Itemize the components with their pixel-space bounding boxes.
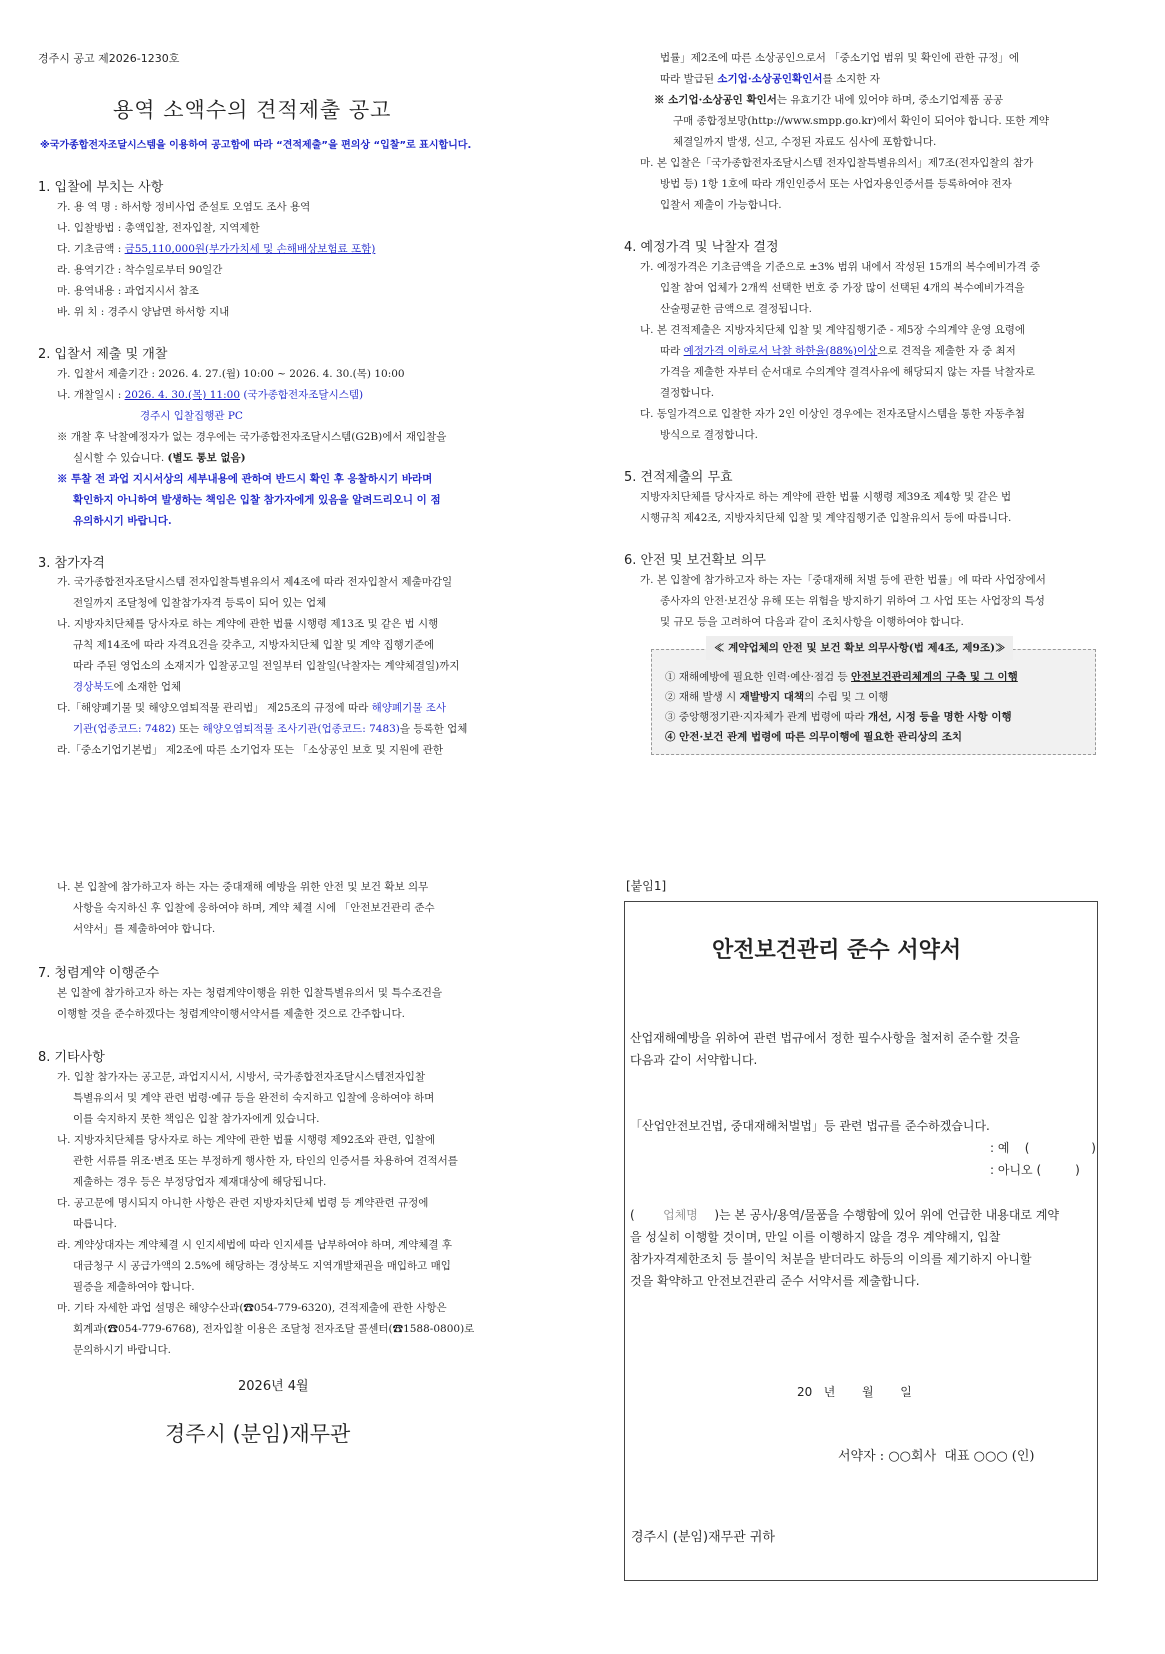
s3-ra-line1: 라.「중소기업기본법」 제2조에 따른 소기업자 또는 「소상공인 보호 및 지원에 관한 xyxy=(57,744,443,756)
s4-na-line1: 나. 본 견적제출은 지방자치단체 입찰 및 계약집행기준 - 제5장 수의계약 운영 요령에 xyxy=(640,324,1025,336)
item1-bold: 안전보건관리체계의 구축 및 그 이행 xyxy=(851,671,1018,683)
opening-system: (국가종합전자조달시스템) xyxy=(240,389,364,401)
obligation-item-1 xyxy=(665,667,1018,688)
s3-ga-line2: 전일까지 조달청에 입찰참가자격 등록이 되어 있는 업체 xyxy=(73,597,327,609)
pledge-body-line4: 것을 확약하고 안전보건관리 준수 서약서를 제출합니다. xyxy=(630,1274,920,1288)
s8-na-line3: 제출하는 경우 등은 부정당업자 제재대상에 해당됩니다. xyxy=(73,1176,327,1188)
notice-date: 2026년 4월 xyxy=(238,1379,309,1394)
issuer-name: 경주시 (분임)재무관 xyxy=(165,1422,351,1446)
pledge-intro-line1: 산업재해예방을 위하여 관련 법규에서 정한 필수사항을 철저히 준수할 것을 xyxy=(630,1031,1020,1045)
pledge-body-line1-text: )는 본 공사/용역/물품을 수행함에 있어 위에 언급한 내용대로 계약 xyxy=(714,1208,1060,1222)
s3-na-line4 xyxy=(73,677,181,698)
s4-da-line2: 방식으로 결정합니다. xyxy=(660,429,758,441)
pledge-body-line1 xyxy=(630,1204,1059,1226)
s8-da-line1: 다. 공고문에 명시되지 아니한 사항은 관련 지방자치단체 법령 등 계약관련 규정에 xyxy=(57,1197,429,1209)
s1-item-ma: 마. 용역내용 : 과업지시서 참조 xyxy=(57,285,199,297)
s4-na2-text: 따라 xyxy=(660,345,684,357)
s2-na-prefix: 나. 개찰일시 : xyxy=(57,389,125,401)
s8-na-line1: 나. 지방자치단체를 당사자로 하는 계약에 관한 법률 시행령 제92조와 관련, 입찰에 xyxy=(57,1134,435,1146)
company-open-paren: ( xyxy=(630,1208,635,1222)
s3-ma-line3: 입찰서 제출이 가능합니다. xyxy=(660,199,782,211)
s1-da-prefix: 다. 기초금액 : xyxy=(57,243,125,255)
s8-ga-line2: 특별유의서 및 계약 관련 법령·예규 등을 완전히 숙지하고 입찰에 응하여야 하며 xyxy=(73,1092,435,1104)
s3-note-bold: ※ 소기업·소상공인 확인서 xyxy=(654,94,777,106)
s8-ma-line3: 문의하시기 바랍니다. xyxy=(73,1344,171,1356)
s6-ga-line1: 가. 본 입찰에 참가하고자 하는 자는「중대재해 처벌 등에 관한 법률」에 따라 사업장에서 xyxy=(640,574,1046,586)
section-7-heading: 7. 청렴계약 이행준수 xyxy=(38,966,160,981)
s3-ra3-text: 따라 발급된 xyxy=(660,73,718,85)
s3-da-text: 다.「해양폐기물 및 해양오염퇴적물 관리법」 제25조의 규정에 따라 xyxy=(57,702,372,714)
item2-text: ② 재해 발생 시 xyxy=(665,691,740,703)
item1-text: ① 재해예방에 필요한 인력·예산·점검 등 xyxy=(665,671,852,683)
s3-da-blue: 해양폐기물 조사 xyxy=(371,702,446,714)
s3-na-line1: 나. 지방자치단체를 당사자로 하는 계약에 관한 법률 시행령 제13조 및 같은 법 시행 xyxy=(57,618,439,630)
s2-note1-text: 실시할 수 있습니다. xyxy=(73,452,168,464)
s3-ga-line1: 가. 국가종합전자조달시스템 전자입찰특별유의서 제4조에 따라 전자입찰서 제출마감일 xyxy=(57,576,453,588)
section-5-heading: 5. 견적제출의 무효 xyxy=(624,470,733,485)
item3-text: ③ 중앙행정기관·지자체가 관계 법령에 따라 xyxy=(665,711,868,723)
obligation-item-4: ④ 안전·보건 관계 법령에 따른 의무이행에 필요한 관리상의 조치 xyxy=(665,731,962,743)
s3-ma-line1: 마. 본 입찰은「국가종합전자조달시스템 전자입찰특별유의서」제7조(전자입찰의 참가 xyxy=(640,157,1034,169)
s8-na-line2: 관한 서류를 위조·변조 또는 부정하게 행사한 자, 타인의 인증서를 차용하여 견적서를 xyxy=(73,1155,458,1167)
pledge-question: 「산업안전보건법, 중대재해처벌법」등 관련 법규를 준수하겠습니다. xyxy=(630,1119,990,1133)
s1-item-ra: 라. 용역기간 : 착수일로부터 90일간 xyxy=(57,264,223,276)
item3-bold: 개선, 시정 등을 명한 사항 이행 xyxy=(867,711,1012,723)
s2-item-ga: 가. 입찰서 제출기간 : 2026. 4. 27.(월) 10:00 ~ 2026. 4. 30.(목) 10:00 xyxy=(57,368,405,380)
s2-note2-line3: 유의하시기 바랍니다. xyxy=(73,515,172,527)
s4-da-line1: 다. 동일가격으로 입찰한 자가 2인 이상인 경우에는 전자조달시스템을 통한 자동추첨 xyxy=(640,408,1025,420)
s3-da-line1 xyxy=(57,698,446,719)
yes-checkbox[interactable]: ( xyxy=(1013,1141,1030,1155)
s8-ma-line2: 회계과(☎054-779-6768), 전자입찰 이용은 조달청 전자조달 콜센터(☎1588-0800)로 xyxy=(73,1323,475,1335)
section-6-heading: 6. 안전 및 보건확보 의무 xyxy=(624,553,766,568)
s8-ga-line1: 가. 입찰 참가자는 공고문, 과업지시서, 시방서, 국가종합전자조달시스템전자입찰 xyxy=(57,1071,426,1083)
page-title: 용역 소액수의 견적제출 공고 xyxy=(113,98,392,122)
s4-na-line2 xyxy=(660,341,1016,362)
s8-ga-line3: 이를 숙지하지 못한 책임은 입찰 참가자에게 있습니다. xyxy=(73,1113,320,1125)
s3-na-line2: 규칙 제14조에 따라 자격요건을 갖추고, 지방자치단체 입찰 및 계약 집행기준에 xyxy=(73,639,435,651)
pledge-date: 20 년 월 일 xyxy=(797,1385,912,1399)
obligation-item-2 xyxy=(665,687,888,708)
s3-da-or: 또는 xyxy=(175,723,203,735)
section-4-heading: 4. 예정가격 및 낙찰자 결정 xyxy=(624,240,779,255)
s8-ra-line3: 필증을 제출하여야 합니다. xyxy=(73,1281,195,1293)
s3-da-line2 xyxy=(73,719,467,740)
s4-ga-line3: 산술평균한 금액으로 결정됩니다. xyxy=(660,303,813,315)
attachment-label: [붙임1] xyxy=(626,879,667,893)
s3-ma-line2: 방법 등) 1항 1호에 따라 개인인증서 또는 사업자용인증서를 등록하여야 전자 xyxy=(660,178,1012,190)
s6-na-line1: 나. 본 입찰에 참가하고자 하는 자는 중대재해 예방을 위한 안전 및 보건 확보 의무 xyxy=(57,881,429,893)
lower-limit-rate: 예정가격 이하로서 낙찰 하한율(88%)이상 xyxy=(683,345,878,357)
company-name-field[interactable]: 업체명 xyxy=(663,1208,698,1222)
s1-item-ga: 가. 용 역 명 : 하서항 정비사업 준설토 오염도 조사 용역 xyxy=(57,201,311,213)
s1-item-na: 나. 입찰방법 : 총액입찰, 전자입찰, 지역제한 xyxy=(57,222,260,234)
item2-bold: 재발방지 대책 xyxy=(739,691,805,703)
small-business-cert: 소기업·소상공인확인서 xyxy=(717,73,823,85)
s3-da-rest: 을 등록한 업체 xyxy=(399,723,468,735)
region-name: 경상북도 xyxy=(73,681,114,693)
pledge-body-line3: 참가자격제한조치 등 불이익 처분을 받더라도 하등의 이의를 제기하지 아니할 xyxy=(630,1252,1032,1266)
s1-item-da xyxy=(57,239,375,260)
s4-na-line3: 가격을 제출한 자부터 순서대로 수의계약 결격사유에 해당되지 않는 자를 낙찰자로 xyxy=(660,366,1035,378)
s2-note2-line1: ※ 투찰 전 과업 지시서상의 세부내용에 관하여 반드시 확인 후 응찰하시기 바라며 xyxy=(57,473,433,485)
s3-note-rest: 는 유효기간 내에 있어야 하며, 중소기업제품 공공 xyxy=(776,94,1004,106)
s3-note-line2: 구매 종합정보망(http://www.smpp.go.kr)에서 확인이 되어야 합니다. 또한 계약 xyxy=(673,115,1049,127)
s2-note2-line2: 확인하지 아니하여 발생하는 책임은 입찰 참가자에게 있음을 알려드리오니 이 점 xyxy=(73,494,441,506)
s4-ga-line2: 입찰 참여 업체가 2개씩 선택한 번호 중 가장 많이 선택된 4개의 복수예비가격을 xyxy=(660,282,1025,294)
s1-item-ba: 바. 위 치 : 경주시 양남면 하서항 지내 xyxy=(57,306,230,318)
s3-na-line4-rest: 에 소재한 업체 xyxy=(113,681,182,693)
notice-number: 경주시 공고 제2026-1230호 xyxy=(38,52,180,65)
s3-na-line3: 따라 주된 영업소의 소재지가 입찰공고일 전일부터 입찰일(낙찰자는 계약체결일)까지 xyxy=(73,660,460,672)
pledge-addressee: 경주시 (분임)재무관 귀하 xyxy=(631,1530,775,1545)
pledge-title: 안전보건관리 준수 서약서 xyxy=(712,938,962,963)
subtitle-note: ※국가종합전자조달시스템을 이용하여 공고함에 따라 “견적제출”을 편의상 “입찰”로 표시합니다. xyxy=(40,140,472,151)
pledge-signer: 서약자 : ○○회사 대표 ○○○ (인) xyxy=(838,1449,1035,1464)
s3-ra-line3 xyxy=(660,69,880,90)
section-2-heading: 2. 입찰서 제출 및 개찰 xyxy=(38,347,168,362)
opening-date: 2026. 4. 30.(목) 11:00 xyxy=(124,389,240,401)
s8-ra-line2: 대금청구 시 공급가액의 2.5%에 해당하는 경상북도 지역개발채권을 매입하고 매입 xyxy=(73,1260,451,1272)
s6-na-line3: 서약서」를 제출하여야 합니다. xyxy=(73,923,216,935)
pledge-body-line2: 을 성실히 이행할 것이며, 만일 이를 이행하지 않을 경우 계약해지, 입찰 xyxy=(630,1230,1001,1244)
s7-line1: 본 입찰에 참가하고자 하는 자는 청렴계약이행을 위한 입찰특별유의서 및 특수조건을 xyxy=(57,987,443,999)
section-3-heading: 3. 참가자격 xyxy=(38,556,105,571)
yes-option[interactable]: : 예 ( ) xyxy=(990,1137,1096,1159)
s3-note-line1 xyxy=(654,90,1003,111)
base-amount: 금55,110,000원(부가가치세 및 손해배상보험료 포함) xyxy=(124,243,376,255)
s6-ga-line2: 종사자의 안전·보건상 유해 또는 위험을 방지하기 위하여 그 사업 또는 사업장의 특성 xyxy=(660,595,1045,607)
s4-ga-line1: 가. 예정가격은 기초금액을 기준으로 ±3% 범위 내에서 작성된 15개의 복수예비가격 중 xyxy=(640,261,1041,273)
s6-ga-line3: 및 규모 등을 고려하여 다음과 같이 조치사항을 이행하여야 합니다. xyxy=(660,616,964,628)
item2-rest: 의 수립 및 그 이행 xyxy=(804,691,889,703)
section-1-heading: 1. 입찰에 부치는 사항 xyxy=(38,180,164,195)
s8-ma-line1: 마. 기타 자세한 과업 설명은 해양수산과(☎054-779-6320), 견적제출에 관한 사항은 xyxy=(57,1302,447,1314)
s3-ra3-rest: 를 소지한 자 xyxy=(822,73,880,85)
pledge-intro-line2: 다음과 같이 서약합니다. xyxy=(630,1053,758,1067)
section-8-heading: 8. 기타사항 xyxy=(38,1050,105,1065)
s2-note1-line2 xyxy=(73,448,246,469)
s2-item-na xyxy=(57,385,363,406)
s3-ra-line2: 법률」제2조에 따른 소상공인으로서 「중소기업 범위 및 확인에 관한 규정」에 xyxy=(660,52,1020,64)
no-label: : 아니오 xyxy=(990,1163,1033,1177)
no-checkbox[interactable]: ( xyxy=(1036,1163,1042,1177)
s8-da-line2: 따릅니다. xyxy=(73,1218,117,1230)
safety-obligations-title: ≪ 계약업체의 안전 및 보건 확보 의무사항(법 제4조, 제9조)≫ xyxy=(706,636,1013,660)
opening-place: 경주시 입찰집행관 PC xyxy=(140,410,243,422)
s2-note1-bold: (별도 통보 없음) xyxy=(167,452,246,464)
s5-line2: 시행규칙 제42조, 지방자치단체 입찰 및 계약집행기준 입찰유의서 등에 따릅니다. xyxy=(640,512,1012,524)
s7-line2: 이행할 것을 준수하겠다는 청렴계약이행서약서를 제출한 것으로 간주합니다. xyxy=(57,1008,405,1020)
obligation-item-3 xyxy=(665,707,1012,728)
no-option[interactable]: : 아니오 ( ) xyxy=(990,1163,1080,1177)
s6-na-line2: 사항을 숙지하신 후 입찰에 응하여야 하며, 계약 체결 시에 「안전보건관리 준수 xyxy=(73,902,435,914)
industry-code-7483: 해양오염퇴적물 조사기관(업종코드: 7483) xyxy=(202,723,400,735)
s5-line1: 지방자치단체를 당사자로 하는 계약에 관한 법률 시행령 제39조 제4항 및 같은 법 xyxy=(640,491,1012,503)
yes-label: : 예 xyxy=(990,1141,1010,1155)
s4-na-line4: 결정합니다. xyxy=(660,387,715,399)
industry-code-7482: 기관(업종코드: 7482) xyxy=(73,723,176,735)
s2-note1-line1: ※ 개찰 후 낙찰예정자가 없는 경우에는 국가종합전자조달시스템(G2B)에서 재입찰을 xyxy=(57,431,447,443)
s4-na2-rest: 으로 견적을 제출한 자 중 최저 xyxy=(877,345,1016,357)
s8-ra-line1: 라. 계약상대자는 계약체결 시 인지세법에 따라 인지세를 납부하여야 하며, 계약체결 후 xyxy=(57,1239,453,1251)
s3-note-line3: 체결일까지 발생, 신고, 수정된 자료도 심사에 포함합니다. xyxy=(673,136,937,148)
